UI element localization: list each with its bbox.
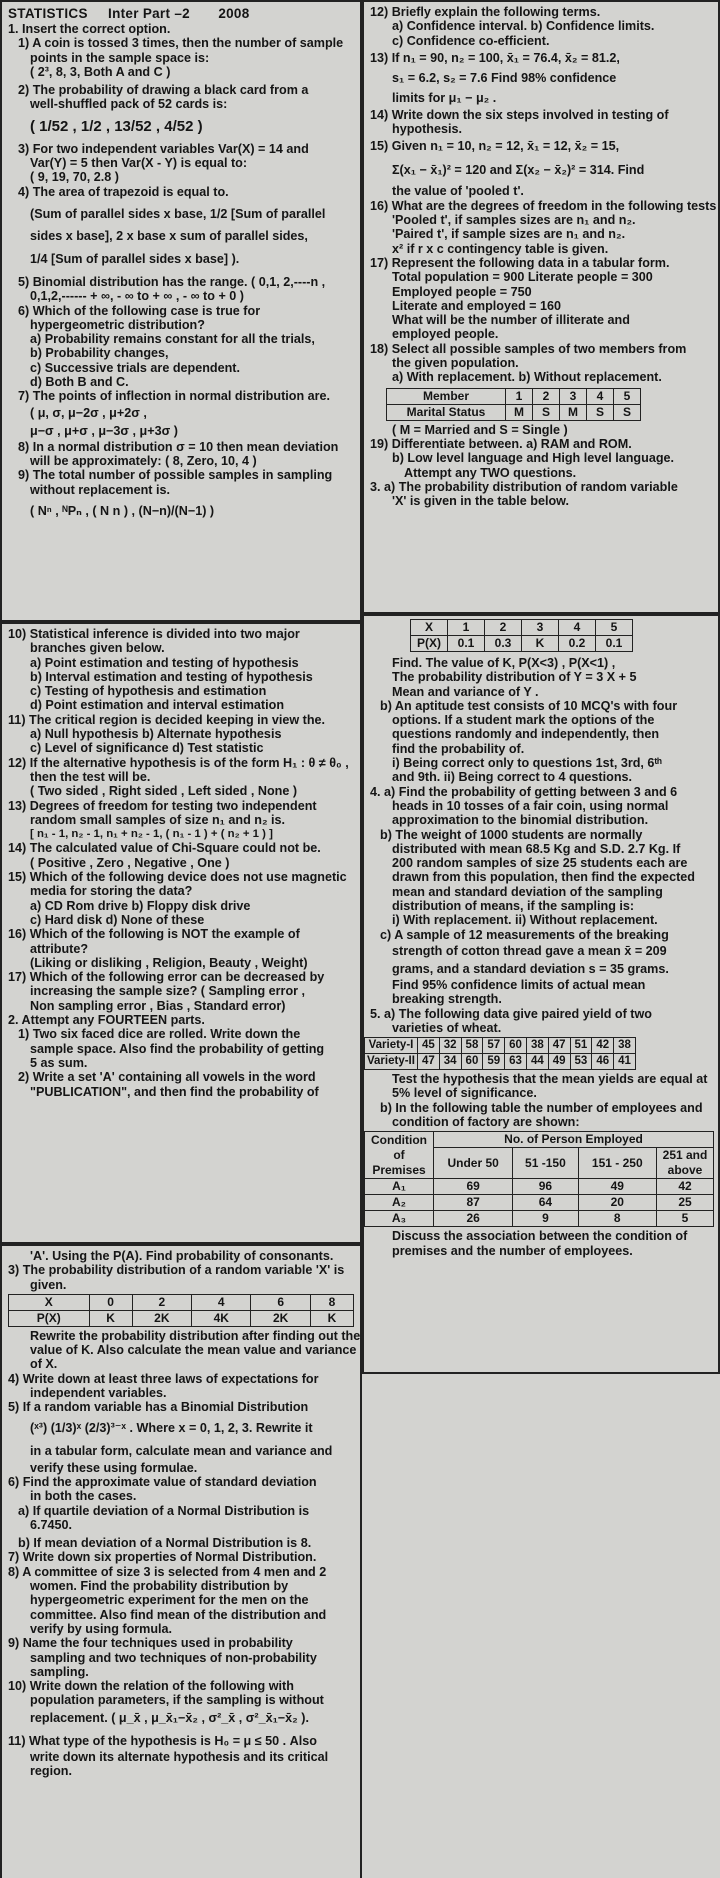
question-line: (ˣ³) (1/3)ˣ (2/3)³⁻ˣ . Where x = 0, 1, 2, 3. Rewrite it <box>30 1420 313 1435</box>
question-line: 4. a) Find the probability of getting between 3 and 6 <box>370 784 678 799</box>
table-cell: 96 <box>513 1179 578 1195</box>
question-line: "PUBLICATION", and then find the probability of <box>30 1084 319 1099</box>
question-line: 2) Write a set 'A' containing all vowels in the word <box>18 1070 316 1085</box>
section-1-mcq-part1 <box>0 0 362 622</box>
question-line: s₁ = 6.2, s₂ = 7.6 Find 98% confidence <box>392 70 617 85</box>
table-cell: 2K <box>251 1310 310 1326</box>
option-line: b) Probability changes, <box>30 346 169 361</box>
table-cell: 45 <box>417 1038 439 1054</box>
question-line: drawn from this population, then find the expected <box>392 870 695 885</box>
table-cell: 1 <box>506 388 533 404</box>
table-cell: 59 <box>483 1054 505 1070</box>
question-line: distribution of means, if the sampling is: <box>392 899 635 914</box>
question-line: Σ(x₁ − x̄₁)² = 120 and Σ(x₂ − x̄₂)² = 314. Find <box>392 163 645 178</box>
question-line: 'Paired t', if sample sizes are n₁ and n₂. <box>392 227 626 242</box>
question-line: Find 95% confidence limits of actual mean <box>392 977 646 992</box>
question-line: approximation to the binomial distribution. <box>392 813 649 828</box>
table-row <box>365 1211 714 1227</box>
question-line: committee. Also find mean of the distribution and <box>30 1607 327 1622</box>
section-3-long-questions <box>362 614 720 1374</box>
question-line: independent variables. <box>30 1386 167 1401</box>
table-cell: 47 <box>417 1054 439 1070</box>
probability-table-x <box>8 1294 354 1327</box>
question-line: 5. a) The following data give paired yield of two <box>370 1006 652 1021</box>
table-row <box>365 1038 636 1054</box>
option-line: c) Successive trials are dependent. <box>30 360 240 375</box>
question-line: varieties of wheat. <box>392 1020 502 1035</box>
table-row <box>365 1195 714 1211</box>
table-row <box>411 620 633 636</box>
question-line: sample space. Also find the probability of getting <box>30 1041 325 1056</box>
question-line: x² if r x c contingency table is given. <box>392 241 609 256</box>
question-line: 2) The probability of drawing a black card from a <box>18 83 309 98</box>
question-line: 3. a) The probability distribution of random variable <box>370 479 678 494</box>
question-line: Employed people = 750 <box>392 284 532 299</box>
table-cell: 1 <box>448 620 485 636</box>
question-line: b) The weight of 1000 students are normally <box>380 827 643 842</box>
table-cell: 34 <box>439 1054 461 1070</box>
option-line: c) Level of significance d) Test statistic <box>30 741 264 756</box>
table-cell: 0.3 <box>485 636 522 652</box>
section-2-short-questions <box>0 1244 362 1878</box>
table-cell: X <box>9 1294 90 1310</box>
option-line: b) Interval estimation and testing of hypothesis <box>30 669 313 684</box>
question-line: breaking strength. <box>392 992 502 1007</box>
question-line: 13) Degrees of freedom for testing two independent <box>8 798 317 813</box>
table-cell: 8 <box>310 1294 353 1310</box>
table-cell: 49 <box>578 1179 656 1195</box>
table-cell: 64 <box>513 1195 578 1211</box>
question-line: 16) Which of the following is NOT the example of <box>8 927 300 942</box>
option-line: Non sampling error , Bias , Standard error) <box>30 998 286 1013</box>
table-cell: 0.1 <box>448 636 485 652</box>
question-line: the value of 'pooled t'. <box>392 184 524 199</box>
option-line: ( μ, σ, μ−2σ , μ+2σ , <box>30 405 147 420</box>
question-line: 1) Two six faced dice are rolled. Write down the <box>18 1027 301 1042</box>
factory-condition-table <box>364 1131 714 1227</box>
question-line: increasing the sample size? ( Sampling error , <box>30 984 306 999</box>
table-cell: 57 <box>483 1038 505 1054</box>
question-line: 8) In a normal distribution σ = 10 then mean deviation <box>18 439 339 454</box>
question-line: 'A'. Using the P(A). Find probability of consonants. <box>30 1249 334 1263</box>
question-line: region. <box>30 1764 72 1779</box>
table-cell: Variety-II <box>365 1054 418 1070</box>
question-line: Test the hypothesis that the mean yields are equal at <box>392 1072 708 1087</box>
question-line: 17) Which of the following error can be decreased by <box>8 970 325 985</box>
member-status-table <box>386 388 641 421</box>
question-line: Var(Y) = 5 then Var(X - Y) is equal to: <box>30 156 248 171</box>
question-line: Mean and variance of Y . <box>392 684 539 699</box>
table-header-cell: Condition of Premises <box>365 1132 434 1179</box>
question-line: and 9th. ii) Being correct to 4 questions. <box>392 770 633 785</box>
question-line: 9) The total number of possible samples in sampling <box>18 468 333 483</box>
table-cell: 32 <box>439 1038 461 1054</box>
option-line: ( Positive , Zero , Negative , One ) <box>30 855 230 870</box>
table-cell: 2 <box>485 620 522 636</box>
question-line: grams, and a standard deviation s = 35 grams. <box>392 961 669 976</box>
question-line: 6) Which of the following case is true for <box>18 303 261 318</box>
question-line: b) In the following table the number of employees and <box>380 1100 703 1115</box>
question-line: i) Being correct only to questions 1st, 3rd, 6ᵗʰ <box>392 756 662 771</box>
question-line: of X. <box>30 1357 58 1372</box>
option-line: ( Nⁿ , ᴺPₙ , ( N n ) , (N−n)/(N−1) ) <box>30 503 215 518</box>
question-line: in both the cases. <box>30 1489 137 1504</box>
table-cell: 6 <box>251 1294 310 1310</box>
table-cell: 2 <box>533 388 560 404</box>
option-line: d) Point estimation and interval estimation <box>30 698 285 713</box>
table-cell: 49 <box>548 1054 570 1070</box>
question-line: 11) The critical region is decided keeping in view the. <box>8 712 326 727</box>
question-line: b) Low level language and High level language. <box>392 451 675 466</box>
option-line: (Sum of parallel sides x base, 1/2 [Sum of parallel <box>30 206 326 221</box>
question-line: 12) If the alternative hypothesis is of the form H₁ : θ ≠ θ₀ , <box>8 755 349 770</box>
question-line: branches given below. <box>30 641 165 656</box>
option-line: ( 1/52 , 1/2 , 13/52 , 4/52 ) <box>30 117 203 135</box>
option-line: 1/4 [Sum of parallel sides x base] ). <box>30 251 240 266</box>
option-line: (Liking or disliking , Religion, Beauty , Weight) <box>30 955 308 970</box>
table-row <box>9 1294 354 1310</box>
table-cell: 51 <box>570 1038 592 1054</box>
question-line: 5) Binomial distribution has the range. ( 0,1, 2,----n , <box>18 274 326 289</box>
section-heading: Attempt any TWO questions. <box>404 465 577 480</box>
table-cell: 2K <box>132 1310 191 1326</box>
question-line: verify by using formula. <box>30 1621 173 1636</box>
option-line: ( 2³, 8, 3, Both A and C ) <box>30 64 171 79</box>
question-line: 5 as sum. <box>30 1055 88 1070</box>
question-line: verify these using formulae. <box>30 1460 198 1475</box>
table-cell: M <box>506 404 533 420</box>
question-line: 6) Find the approximate value of standard deviation <box>8 1474 317 1489</box>
table-cell: 3 <box>560 388 587 404</box>
question-line: The probability distribution of Y = 3 X + 5 <box>392 670 637 685</box>
question-line: 3) For two independent variables Var(X) = 14 and <box>18 141 309 156</box>
table-cell: 3 <box>522 620 559 636</box>
question-line: 4) Write down at least three laws of expectations for <box>8 1371 319 1386</box>
question-line: c) Confidence co-efficient. <box>392 33 550 48</box>
table-cell: X <box>411 620 448 636</box>
question-line: questions randomly and independently, then <box>392 727 660 742</box>
table-row <box>387 404 641 420</box>
table-cell: M <box>560 404 587 420</box>
question-line: 7) The points of inflection in normal distribution are. <box>18 389 331 404</box>
question-line: population parameters, if the sampling is without <box>30 1693 324 1708</box>
table-cell: K <box>522 636 559 652</box>
question-line: 4) The area of trapezoid is equal to. <box>18 184 229 199</box>
table-cell: 5 <box>596 620 633 636</box>
question-line: 5% level of significance. <box>392 1086 537 1101</box>
table-cell: 41 <box>614 1054 636 1070</box>
table-cell: 0.1 <box>596 636 633 652</box>
table-row <box>365 1179 714 1195</box>
question-line: hypothesis. <box>392 122 462 137</box>
table-header-cell: No. of Person Employed <box>434 1132 714 1148</box>
question-line: options. If a student mark the options of the <box>392 713 655 728</box>
question-line: 15) Given n₁ = 10, n₂ = 12, x̄₁ = 12, x̄₂ = 15, <box>370 139 620 154</box>
question-line: 19) Differentiate between. a) RAM and ROM. <box>370 436 632 451</box>
part-label: Inter Part –2 <box>108 6 190 21</box>
table-cell: 60 <box>505 1038 527 1054</box>
question-line: well-shuffled pack of 52 cards is: <box>30 97 228 112</box>
table-cell: Marital Status <box>387 404 506 420</box>
question-line: mean and standard deviation of the sampling <box>392 884 663 899</box>
question-line: 11) What type of the hypothesis is H₀ = μ ≤ 50 . Also <box>8 1733 317 1748</box>
table-cell: 60 <box>461 1054 483 1070</box>
question-line: condition of factory are shown: <box>392 1115 580 1130</box>
probability-table-random-variable <box>410 619 633 652</box>
question-line: 'X' is given in the table below. <box>392 494 569 509</box>
question-line: then the test will be. <box>30 769 151 784</box>
table-cell: S <box>614 404 641 420</box>
question-line: 200 random samples of size 25 students each are <box>392 856 688 871</box>
question-line: b) An aptitude test consists of 10 MCQ's with four <box>380 698 678 713</box>
section-1-mcq-part2 <box>0 622 362 1244</box>
question-line: 9) Name the four techniques used in probability <box>8 1636 293 1651</box>
table-header-cell: Under 50 <box>434 1148 513 1179</box>
table-cell: 5 <box>614 388 641 404</box>
option-line: a) Point estimation and testing of hypothesis <box>30 655 299 670</box>
table-cell: 0 <box>89 1294 132 1310</box>
option-line: [ n₁ - 1, n₂ - 1, n₁ + n₂ - 1, ( n₁ - 1 ) + ( n₂ + 1 ) ] <box>30 828 273 841</box>
table-cell: 9 <box>513 1211 578 1227</box>
question-line: in a tabular form, calculate mean and variance and <box>30 1443 333 1458</box>
question-line: 1) A coin is tossed 3 times, then the number of sample <box>18 36 344 51</box>
question-line: strength of cotton thread gave a mean x̄ = 209 <box>392 943 667 958</box>
question-line: sampling. <box>30 1664 89 1679</box>
question-line: Find. The value of K, P(X<3) , P(X<1) , <box>392 656 616 670</box>
question-line: heads in 10 tosses of a fair coin, using normal <box>392 798 669 813</box>
table-cell: A₃ <box>365 1211 434 1227</box>
table-cell: S <box>533 404 560 420</box>
table-cell: 4K <box>192 1310 251 1326</box>
question-line: 3) The probability distribution of a random variable 'X' is <box>8 1263 345 1278</box>
option-line: sides x base], 2 x base x sum of parallel sides, <box>30 228 308 243</box>
question-line: What will be the number of illiterate and <box>392 313 630 328</box>
question-line: 10) Write down the relation of the following with <box>8 1679 294 1694</box>
option-line: a) Null hypothesis b) Alternate hypothesis <box>30 727 282 742</box>
option-line: c) Hard disk d) None of these <box>30 912 205 927</box>
question-line: media for storing the data? <box>30 884 193 899</box>
question-line: employed people. <box>392 327 499 342</box>
table-cell: 25 <box>657 1195 714 1211</box>
table-cell: 8 <box>578 1211 656 1227</box>
table-cell: 20 <box>578 1195 656 1211</box>
question-line: c) A sample of 12 measurements of the breaking <box>380 927 669 942</box>
question-line: replacement. ( μ_x̄ , μ_x̄₁−x̄₂ , σ²_x̄ , σ²_x̄₁−x̄₂ ). <box>30 1710 309 1725</box>
table-cell: P(X) <box>411 636 448 652</box>
table-cell: A₁ <box>365 1179 434 1195</box>
table-row <box>9 1310 354 1326</box>
subject-title: STATISTICS <box>8 6 88 21</box>
question-line: 17) Represent the following data in a tabular form. <box>370 255 670 270</box>
table-cell: 0.2 <box>559 636 596 652</box>
question-line: b) If mean deviation of a Normal Distribution is 8. <box>18 1536 312 1551</box>
question-line: 16) What are the degrees of freedom in the following tests <box>370 198 717 213</box>
question-line: 'Pooled t', if samples sizes are n₁ and n₂. <box>392 213 636 228</box>
table-header-cell: 51 -150 <box>513 1148 578 1179</box>
question-line: a) Confidence interval. b) Confidence limits. <box>392 19 655 34</box>
table-cell: 38 <box>614 1038 636 1054</box>
question-line: value of K. Also calculate the mean value and variance <box>30 1343 357 1358</box>
question-line: hypergeometric experiment for the men on the <box>30 1593 309 1608</box>
question-line: points in the sample space is: <box>30 50 210 65</box>
table-cell: 87 <box>434 1195 513 1211</box>
question-line: 10) Statistical inference is divided into two major <box>8 627 300 641</box>
table-cell: 58 <box>461 1038 483 1054</box>
table-cell: 63 <box>505 1054 527 1070</box>
question-line: a) If quartile deviation of a Normal Distribution is <box>18 1503 310 1518</box>
paper-header <box>8 5 354 22</box>
question-line: a) With replacement. b) Without replacement. <box>392 370 662 385</box>
table-cell: 69 <box>434 1179 513 1195</box>
table-cell: 26 <box>434 1211 513 1227</box>
question-line: 5) If a random variable has a Binomial Distribution <box>8 1400 309 1415</box>
table-row <box>365 1132 714 1148</box>
question-line: 14) Write down the six steps involved in testing of <box>370 107 669 122</box>
section-heading: 2. Attempt any FOURTEEN parts. <box>8 1013 205 1028</box>
table-header-cell: 151 - 250 <box>578 1148 656 1179</box>
option-line: c) Testing of hypothesis and estimation <box>30 684 267 699</box>
table-cell: S <box>587 404 614 420</box>
question-line: 12) Briefly explain the following terms. <box>370 5 601 19</box>
question-line: given. <box>30 1277 67 1292</box>
table-cell: Variety-I <box>365 1038 418 1054</box>
question-line: 14) The calculated value of Chi-Square could not be. <box>8 841 321 856</box>
table-cell: K <box>89 1310 132 1326</box>
question-line: find the probability of. <box>392 741 525 756</box>
question-line: the given population. <box>392 356 519 371</box>
option-line: will be approximately: ( 8, Zero, 10, 4 ) <box>30 453 257 468</box>
question-line: 13) If n₁ = 90, n₂ = 100, x̄₁ = 76.4, x̄₂ = 81.2, <box>370 50 620 65</box>
option-line: a) Probability remains constant for all the trials, <box>30 332 315 347</box>
question-line: i) With replacement. ii) Without replacement. <box>392 913 658 928</box>
table-cell: 4 <box>192 1294 251 1310</box>
question-line: distributed with mean 68.5 Kg and S.D. 2.7 Kg. If <box>392 841 681 856</box>
table-cell: Member <box>387 388 506 404</box>
question-line: women. Find the probability distribution by <box>30 1579 289 1594</box>
table-cell: P(X) <box>9 1310 90 1326</box>
table-cell: K <box>310 1310 353 1326</box>
table-row <box>411 636 633 652</box>
question-line: 18) Select all possible samples of two members from <box>370 341 687 356</box>
question-line: Rewrite the probability distribution after finding out the <box>30 1328 361 1343</box>
table-cell: 47 <box>548 1038 570 1054</box>
note-line: ( M = Married and S = Single ) <box>392 422 568 437</box>
table-cell: 42 <box>592 1038 614 1054</box>
option-line: a) CD Rom drive b) Floppy disk drive <box>30 898 251 913</box>
question-line: sampling and two techniques of non-probability <box>30 1650 317 1665</box>
table-cell: 44 <box>526 1054 548 1070</box>
question-line: hypergeometric distribution? <box>30 317 205 332</box>
table-row <box>387 388 641 404</box>
question-line: write down its alternate hypothesis and its critical <box>30 1749 329 1764</box>
table-cell: A₂ <box>365 1195 434 1211</box>
question-line: Total population = 900 Literate people = 300 <box>392 270 653 285</box>
option-line: 0,1,2,------ + ∞, - ∞ to + ∞ , - ∞ to + 0 ) <box>30 289 244 304</box>
question-line: Literate and employed = 160 <box>392 298 562 313</box>
question-line: without replacement is. <box>30 482 170 497</box>
wheat-yield-table <box>364 1037 636 1070</box>
table-cell: 38 <box>526 1038 548 1054</box>
option-line: ( Two sided , Right sided , Left sided , None ) <box>30 784 298 799</box>
question-line: 6.7450. <box>30 1517 73 1532</box>
question-line: limits for μ₁ − μ₂ . <box>392 90 497 105</box>
question-line: 7) Write down six properties of Normal Distribution. <box>8 1550 317 1565</box>
table-cell: 53 <box>570 1054 592 1070</box>
question-line: premises and the number of employees. <box>392 1243 633 1258</box>
option-line: d) Both B and C. <box>30 375 129 390</box>
question-line: 1. Insert the correct option. <box>8 22 171 36</box>
table-cell: 42 <box>657 1179 714 1195</box>
question-line: 8) A committee of size 3 is selected from 4 men and 2 <box>8 1564 327 1579</box>
question-line: attribute? <box>30 941 89 956</box>
section-2-short-questions-continued <box>362 0 720 614</box>
question-line: random small samples of size n₁ and n₂ is. <box>30 812 286 827</box>
table-row <box>365 1054 636 1070</box>
question-line: Discuss the association between the condition of <box>392 1229 688 1244</box>
year-label: 2008 <box>218 6 250 21</box>
option-line: μ−σ , μ+σ , μ−3σ , μ+3σ ) <box>30 423 178 438</box>
table-cell: 4 <box>587 388 614 404</box>
table-cell: 46 <box>592 1054 614 1070</box>
option-line: ( 9, 19, 70, 2.8 ) <box>30 170 119 185</box>
table-cell: 5 <box>657 1211 714 1227</box>
table-header-cell: 251 and above <box>657 1148 714 1179</box>
table-cell: 4 <box>559 620 596 636</box>
question-line: 15) Which of the following device does not use magnetic <box>8 870 347 885</box>
table-cell: 2 <box>132 1294 191 1310</box>
